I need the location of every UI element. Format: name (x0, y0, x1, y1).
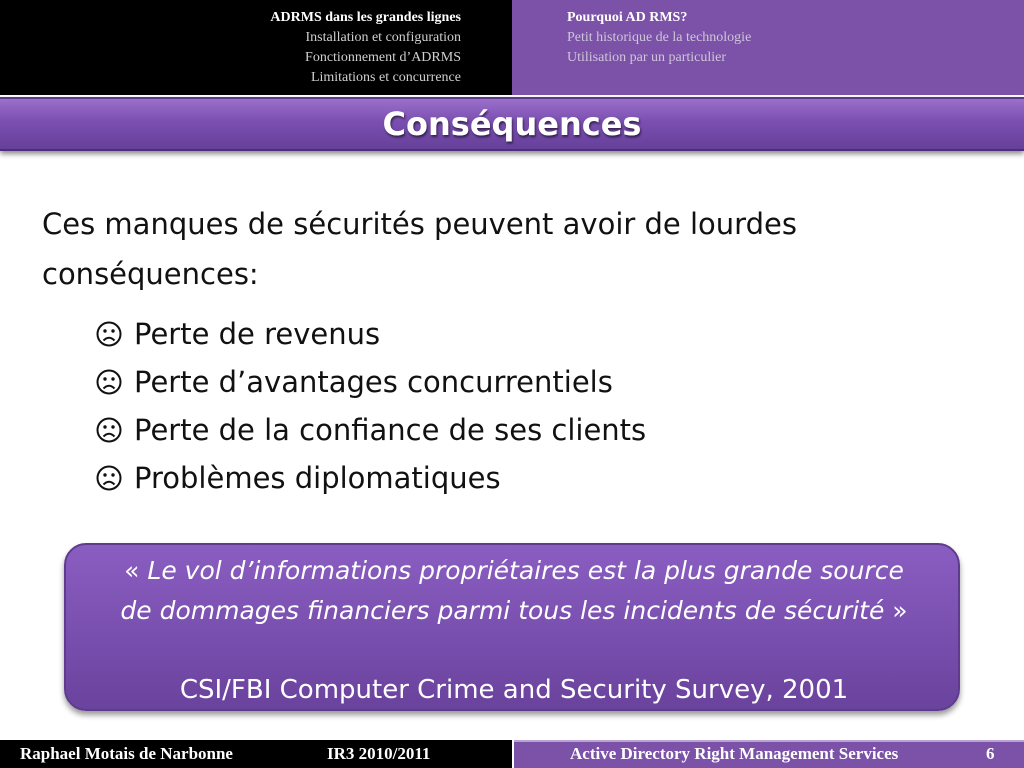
list-item (96, 454, 646, 502)
footer-left-panel (0, 740, 512, 768)
header-left-panel (0, 0, 512, 95)
quote-text-2: de dommages financiers parmi tous les incidents de sécurité (120, 596, 885, 625)
sad-face-icon (96, 417, 122, 443)
quote-line-1 (66, 551, 962, 591)
nav-item-limitations[interactable]: Limitations et concurrence (310, 70, 461, 85)
footer-class-year: IR3 2010/2011 (327, 744, 431, 763)
quote-close-mark: » (884, 596, 908, 625)
list-item (96, 310, 646, 358)
footer-subject: Active Directory Right Management Services (570, 744, 899, 763)
quote-source: CSI/FBI Computer Crime and Security Survey, 2001 (179, 675, 849, 705)
nav-item-historique[interactable]: Petit historique de la technologie (567, 30, 752, 45)
sad-face-icon (96, 321, 122, 347)
page-number: 6 (986, 744, 995, 763)
intro-text (42, 199, 942, 299)
quote-box (64, 543, 960, 711)
footer-right-panel (514, 740, 1024, 768)
slide-title: Conséquences (382, 105, 642, 143)
list-item-label: Perte de revenus (134, 317, 381, 351)
list-item (96, 406, 646, 454)
nav-item-installation[interactable]: Installation et configuration (305, 30, 461, 45)
left-section-nav (270, 8, 461, 88)
consequences-list (96, 310, 646, 502)
right-section-nav (567, 8, 751, 68)
nav-item-fonctionnement[interactable]: Fonctionnement d’ADRMS (305, 50, 461, 65)
list-item-label: Perte de la confiance de ses clients (134, 413, 647, 447)
nav-item-pourquoi[interactable]: Pourquoi AD RMS? (567, 10, 688, 25)
header-bar (0, 0, 1024, 95)
footer-bar (0, 740, 1024, 768)
intro-line-1: Ces manques de sécurités peuvent avoir de lourdes (42, 207, 797, 241)
sad-face-icon (96, 369, 122, 395)
list-item-label: Problèmes diplomatiques (134, 461, 501, 495)
nav-item-adrms-overview[interactable]: ADRMS dans les grandes lignes (270, 10, 461, 25)
quote-text-1: Le vol d’informations propriétaires est la plus grande source (147, 556, 904, 585)
footer-author: Raphael Motais de Narbonne (20, 744, 233, 763)
list-item-label: Perte d’avantages concurrentiels (134, 365, 613, 399)
header-right-panel (512, 0, 1024, 95)
nav-item-utilisation[interactable]: Utilisation par un particulier (567, 50, 727, 65)
list-item (96, 358, 646, 406)
quote-line-2 (66, 591, 962, 631)
slide-title-band (0, 97, 1024, 151)
intro-line-2: conséquences: (42, 257, 259, 291)
sad-face-icon (96, 465, 122, 491)
quote-open-mark: « (124, 556, 148, 585)
